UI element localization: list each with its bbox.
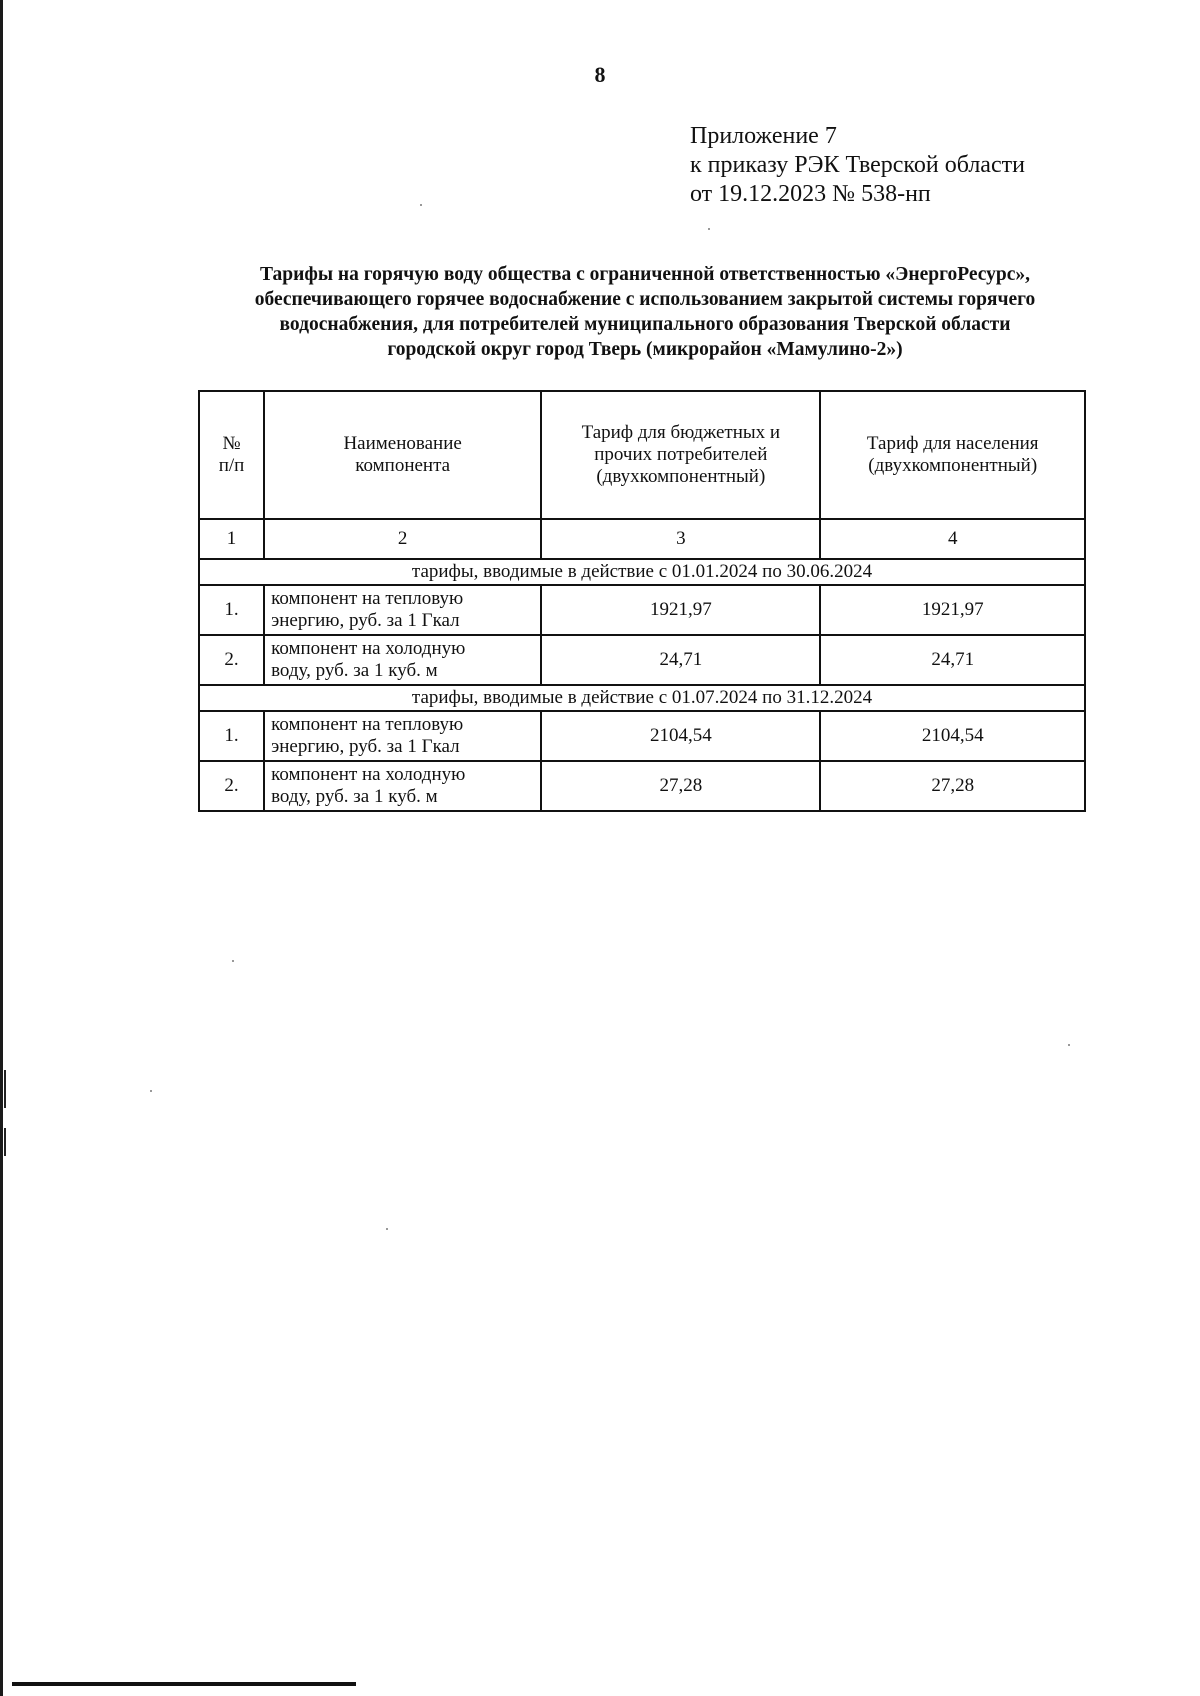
header-population-tariff: Тариф для населения (двухкомпонентный) xyxy=(820,391,1085,519)
header-number: № п/п xyxy=(199,391,264,519)
scan-speck xyxy=(1068,1044,1070,1046)
table-row xyxy=(199,635,1085,685)
tariff-table xyxy=(198,390,1086,812)
row-number: 1. xyxy=(199,711,264,761)
component-name: компонент на тепловую энергию, руб. за 1 Гкал xyxy=(264,585,541,635)
row-number: 2. xyxy=(199,761,264,811)
appendix-line: от 19.12.2023 № 538-нп xyxy=(690,181,931,207)
budget-value: 24,71 xyxy=(541,635,820,685)
table-row xyxy=(199,761,1085,811)
header-budget-tariff: Тариф для бюджетных и прочих потребителей (двухкомпонентный) xyxy=(541,391,820,519)
table-row xyxy=(199,711,1085,761)
title-line: водоснабжения, для потребителей муниципального образования Тверской области xyxy=(279,314,1011,335)
row-number: 2. xyxy=(199,635,264,685)
appendix-line: к приказу РЭК Тверской области xyxy=(690,152,1025,178)
population-value: 24,71 xyxy=(820,635,1085,685)
column-number: 2 xyxy=(264,519,541,559)
row-number: 1. xyxy=(199,585,264,635)
budget-value: 2104,54 xyxy=(541,711,820,761)
component-name: компонент на тепловую энергию, руб. за 1 Гкал xyxy=(264,711,541,761)
component-name: компонент на холодную воду, руб. за 1 куб. м xyxy=(264,761,541,811)
component-name: компонент на холодную воду, руб. за 1 куб. м xyxy=(264,635,541,685)
title-line: обеспечивающего горячее водоснабжение с использованием закрытой системы горячего xyxy=(254,289,1036,310)
population-value: 1921,97 xyxy=(820,585,1085,635)
scan-edge-mark xyxy=(4,1128,6,1156)
title-line: городской округ город Тверь (микрорайон «Мамулино-2») xyxy=(387,339,903,360)
header-component-name: Наименование компонента xyxy=(264,391,541,519)
column-number: 1 xyxy=(199,519,264,559)
period-label: тарифы, вводимые в действие с 01.07.2024 по 31.12.2024 xyxy=(199,685,1085,711)
budget-value: 27,28 xyxy=(541,761,820,811)
scan-speck xyxy=(150,1090,152,1092)
appendix-line: Приложение 7 xyxy=(690,123,837,149)
scan-edge-mark xyxy=(4,1070,6,1108)
column-number: 4 xyxy=(820,519,1085,559)
period-row xyxy=(199,685,1085,711)
table-row xyxy=(199,585,1085,635)
scan-left-border xyxy=(0,0,3,1696)
scan-speck xyxy=(420,204,422,206)
budget-value: 1921,97 xyxy=(541,585,820,635)
title-line: Тарифы на горячую воду общества с ограниченной ответственностью «ЭнергоРесурс», xyxy=(259,264,1031,285)
column-number-row xyxy=(199,519,1085,559)
period-row xyxy=(199,559,1085,585)
table-header-row xyxy=(199,391,1085,519)
page-number: 8 xyxy=(594,62,606,87)
document-title xyxy=(190,262,1100,362)
scan-speck xyxy=(708,228,710,230)
appendix-block xyxy=(690,122,1025,209)
population-value: 2104,54 xyxy=(820,711,1085,761)
scan-speck xyxy=(386,1228,388,1230)
period-label: тарифы, вводимые в действие с 01.01.2024 по 30.06.2024 xyxy=(199,559,1085,585)
population-value: 27,28 xyxy=(820,761,1085,811)
scan-speck xyxy=(232,960,234,962)
column-number: 3 xyxy=(541,519,820,559)
footer-rule xyxy=(12,1682,356,1686)
